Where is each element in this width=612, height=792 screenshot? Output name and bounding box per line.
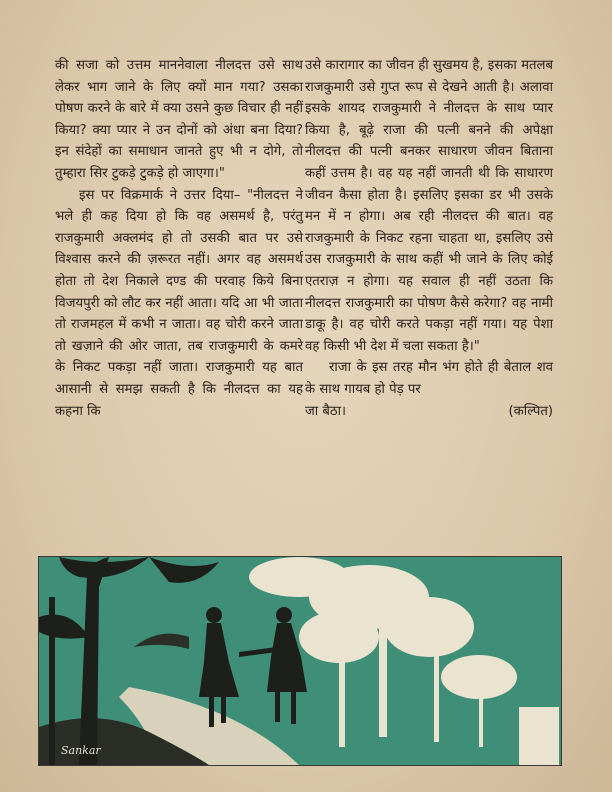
left-paragraph-2: इस पर विक्रमार्क ने उत्तर दिया– "नीलदत्त ने भले ही कह दिया हो कि वह असमर्थ है, परंतु राजकुमारी अक्लमंद हो तो उसकी बात पर उसे विश्वास करने की ज़रूरत नहीं। अगर वह असमर्थ होता तो देश निकाले दण्ड की परवाह किये बिना विजयपुरी को लौट कर नहीं आता। यदि आ भी जाता तो राजमहल में कभी न जाता। वह चोरी करने जाता तो खज़ाने की ओर जाता, तब राजकुमारी के कमरे के निकट पकड़ा नहीं जाता। राजकुमारी यह बात आसानी से समझ सकती है कि नीलदत्त का यह कहना कि: [55, 187, 303, 419]
illustration-drawing: [39, 557, 561, 765]
artist-signature: Sankar: [61, 744, 101, 757]
right-paragraph-1: उसे कारागार का जीवन ही सुखमय है, इसका मतलब राजकुमारी उसे गुप्त रूप से देखने आती है। अलावा इसके शायद राजकुमारी ने नीलदत्त के साथ प्यार किया है, बूढ़े राजा की पत्नी बनने की अपेक्षा नीलदत्त की पत्नी बनकर साधारण जीवन बिताना कहीं उत्तम है। वह यह नहीं जानती थी कि साधारण जीवन कैसा होता है। इसलिए इसका डर भी उसके मन में न होगा। अब रही नीलदत्त की बात। वह राजकुमारी के निकट रहना चाहता था, इसलिए उसे उस राजकुमारी के साथ कहीं भी जाने के लिए कोई एतराज़ न होगा। यह सवाल ही नहीं उठता कि नीलदत्त राजकुमारी का पोषण कैसे करेगा? वह नामी डाकू है। वह चोरी करते पकड़ा नहीं गया। यह पेशा वह किसी भी देश में चला सकता है।": [305, 58, 553, 354]
story-illustration: [38, 556, 562, 766]
credit-label: (कल्पित): [508, 403, 553, 419]
right-paragraph-2: राजा के इस तरह मौन भंग होते ही बेताल शव के साथ गायब हो पेड़ पर: [305, 360, 553, 397]
closing-text: जा बैठा।: [305, 403, 346, 419]
closing-line: [305, 401, 553, 423]
left-paragraph-1: की सजा को उत्तम माननेवाला नीलदत्त उसे साथ लेकर भाग जाने के लिए क्यों मान गया? उसका पोषण करने के बारे में क्या उसने कुछ विचार ही नहीं किया? क्या प्यार ने उन दोनों को अंधा बना दिया? इन संदेहों का समाधान जानते हुए भी न दोगे, तो तुम्हारा सिर टुकड़े टुकड़े हो जाएगा।": [55, 58, 303, 181]
left-column: [55, 55, 303, 422]
right-column: [305, 55, 553, 422]
